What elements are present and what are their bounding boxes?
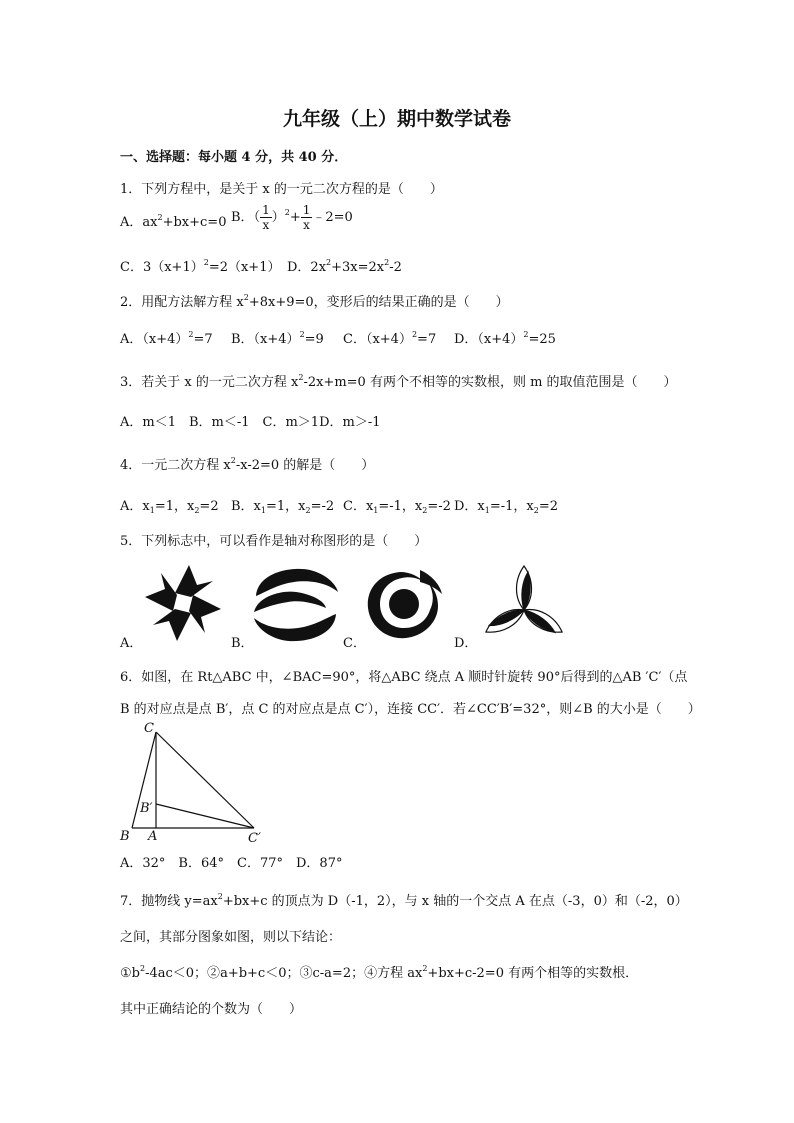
q7-stem-line1: 7．抛物线 $y=ax^2+bx+c$ 的顶点为 D（-1，2），与 x 轴的一个交点 A 在点（-3，0）和（-2，0） xyxy=(120,892,688,909)
q2-option-a: A．$(x+4)^2=7$ xyxy=(120,330,213,347)
q6-options: A．32° B．64° C．77° D．87° xyxy=(120,856,343,871)
q4-option-c: C．$x_1=-1$，$x_2=-2$ xyxy=(343,499,451,515)
q2-option-c: C．$(x+4)^2=7$ xyxy=(343,330,437,347)
label-a: A xyxy=(148,829,158,844)
logo-d-trefoil-icon xyxy=(478,562,570,646)
q2-stem: 2．用配方法解方程 $x^2+8x+9=0$，变形后的结果正确的是（ ） xyxy=(120,293,509,310)
logo-c-ring-icon xyxy=(364,566,444,644)
q1-stem: 1．下列方程中，是关于 x 的一元二次方程的是（ ） xyxy=(120,182,443,197)
q5-stem: 5．下列标志中，可以看作是轴对称图形的是（ ） xyxy=(120,534,428,549)
q2-option-b: B．$(x+4)^2=9$ xyxy=(231,330,324,347)
label-c-prime: C′ xyxy=(248,831,261,846)
q6-stem-line1: 6．如图，在 Rt△ABC 中，∠BAC=90°，将△ABC 绕点 A 顺时针旋转 90°后得到的△AB ′C′（点 xyxy=(120,670,688,685)
side-b-prime-c-prime xyxy=(156,804,254,828)
label-b: B xyxy=(120,829,130,844)
label-c: C xyxy=(144,721,154,736)
q7-stem-line2: 之间，其部分图象如图，则以下结论： xyxy=(120,930,342,945)
q5-label-a: A． xyxy=(120,636,143,651)
fraction: $\frac{1}{x}$ xyxy=(262,203,270,232)
q4-option-b: B．$x_1=1$，$x_2=-2$ xyxy=(231,499,335,515)
q2-option-d: D．$(x+4)^2=25$ xyxy=(454,330,556,347)
q3-options: A．m＜1 B．m＜-1 C．m＞1D．m＞-1 xyxy=(120,415,381,430)
q6-triangle-diagram xyxy=(110,718,270,846)
q4-stem: 4．一元二次方程 $x^2-x-2=0$ 的解是（ ） xyxy=(120,456,375,473)
logo-a-pinwheel-icon xyxy=(140,560,226,646)
q1-option-a: A．$ax^2+bx+c=0$ xyxy=(120,213,227,230)
section-heading: 一、选择题：每小题 4 分，共 40 分． xyxy=(120,150,348,165)
q7-question: 其中正确结论的个数为（ ） xyxy=(120,1002,303,1017)
q4-option-d: D．$x_1=-1$，$x_2=2$ xyxy=(454,499,559,515)
logo-b-halves-icon xyxy=(252,566,340,644)
q5-label-d: D． xyxy=(454,636,478,651)
q4-option-a: A．$x_1=1$，$x_2=2$ xyxy=(120,499,219,515)
q3-stem: 3．若关于 x 的一元二次方程 $x^2-2x+m=0$ 有两个不相等的实数根，则 m 的取值范围是（ ） xyxy=(120,373,677,390)
q6-stem-line2: B 的对应点是点 B′，点 C 的对应点是点 C′），连接 CC′．若∠CC′B′=32°，则∠B 的大小是（ ） xyxy=(120,702,701,717)
q7-conclusions: $①b^2-4ac<0$；②a+b+c＜0；③c-a=2；④方程 $ax^2+bx+c-2=0$ 有两个相等的实数根． xyxy=(120,964,639,981)
q1-option-d: D．$2x^2+3x=2x^2-2$ xyxy=(287,258,402,275)
side-cc-prime xyxy=(156,732,254,828)
page-title: 九年级（上）期中数学试卷 xyxy=(282,108,511,130)
q1-option-c: C．$3(x+1)^2=2(x+1)$ xyxy=(120,258,281,275)
fraction: $\frac{1}{x}$ xyxy=(302,203,311,232)
q1-option-b: B．（ $\frac{1}{x}$ ）$^2$+ $\frac{1}{x}$ ﹣2=0 xyxy=(231,203,353,232)
q5-label-b: B． xyxy=(231,636,254,651)
q5-label-c: C． xyxy=(343,636,366,651)
label-b-prime: B′ xyxy=(140,801,153,816)
